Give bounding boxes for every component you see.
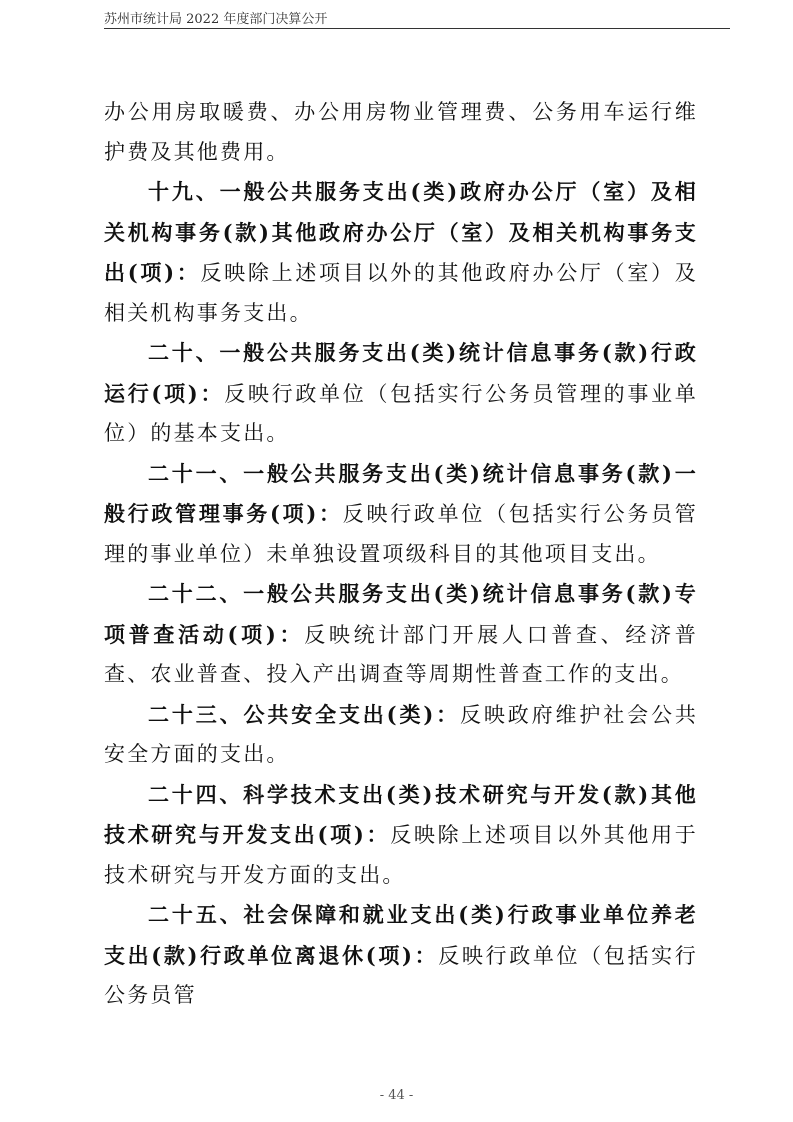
page-number: - 44 - xyxy=(379,1088,414,1103)
paragraph-heading: 二十一、一般公共服务支出(类)统计信息事务(款)一般行政管理事务(项)： xyxy=(104,460,698,526)
page-header: 苏州市统计局 2022 年度部门决算公开 xyxy=(104,12,328,27)
paragraph xyxy=(104,172,698,333)
paragraph xyxy=(104,895,698,1016)
document-body xyxy=(104,92,698,1016)
paragraph-text: 反映政府维护社会公共安全方面的支出。 xyxy=(104,702,699,766)
paragraph xyxy=(104,695,698,775)
paragraph-text: 办公用房取暖费、办公用房物业管理费、公务用车运行维护费及其他费用。 xyxy=(104,100,698,164)
paragraph-text: 反映行政单位（包括实行公务员管 xyxy=(104,943,698,1007)
header-divider xyxy=(104,28,730,29)
paragraph-text: 反映行政单位（包括实行公务员管理的事业单位）未单独设置项级科目的其他项目支出。 xyxy=(104,502,699,566)
paragraph xyxy=(104,92,698,172)
paragraph-heading: 二十五、社会保障和就业支出(类)行政事业单位养老支出(款)行政单位离退休(项)： xyxy=(104,902,698,968)
paragraph xyxy=(104,454,698,575)
paragraph xyxy=(104,574,698,695)
paragraph xyxy=(104,775,698,896)
paragraph-heading: 二十、一般公共服务支出(类)统计信息事务(款)行政运行(项)： xyxy=(104,340,698,406)
paragraph-heading: 二十三、公共安全支出(类)： xyxy=(148,701,461,727)
paragraph-text: 反映统计部门开展人口普查、经济普查、农业普查、投入产出调查等周期性普查工作的支出。 xyxy=(104,622,698,686)
paragraph xyxy=(104,333,698,454)
paragraph-text: 反映除上述项目以外其他用于技术研究与开发方面的支出。 xyxy=(104,823,698,887)
paragraph-heading: 二十二、一般公共服务支出(类)统计信息事务(款)专项普查活动(项)： xyxy=(104,581,698,647)
paragraph-heading: 十九、一般公共服务支出(类)政府办公厅（室）及相关机构事务(款)其他政府办公厅（室）及相关机构事务支出(项)： xyxy=(104,179,698,285)
paragraph-heading: 二十四、科学技术支出(类)技术研究与开发(款)其他技术研究与开发支出(项)： xyxy=(104,781,698,847)
paragraph-text: 反映除上述项目以外的其他政府办公厅（室）及相关机构事务支出。 xyxy=(104,261,699,325)
paragraph-text: 反映行政单位（包括实行公务员管理的事业单位）的基本支出。 xyxy=(104,381,699,445)
